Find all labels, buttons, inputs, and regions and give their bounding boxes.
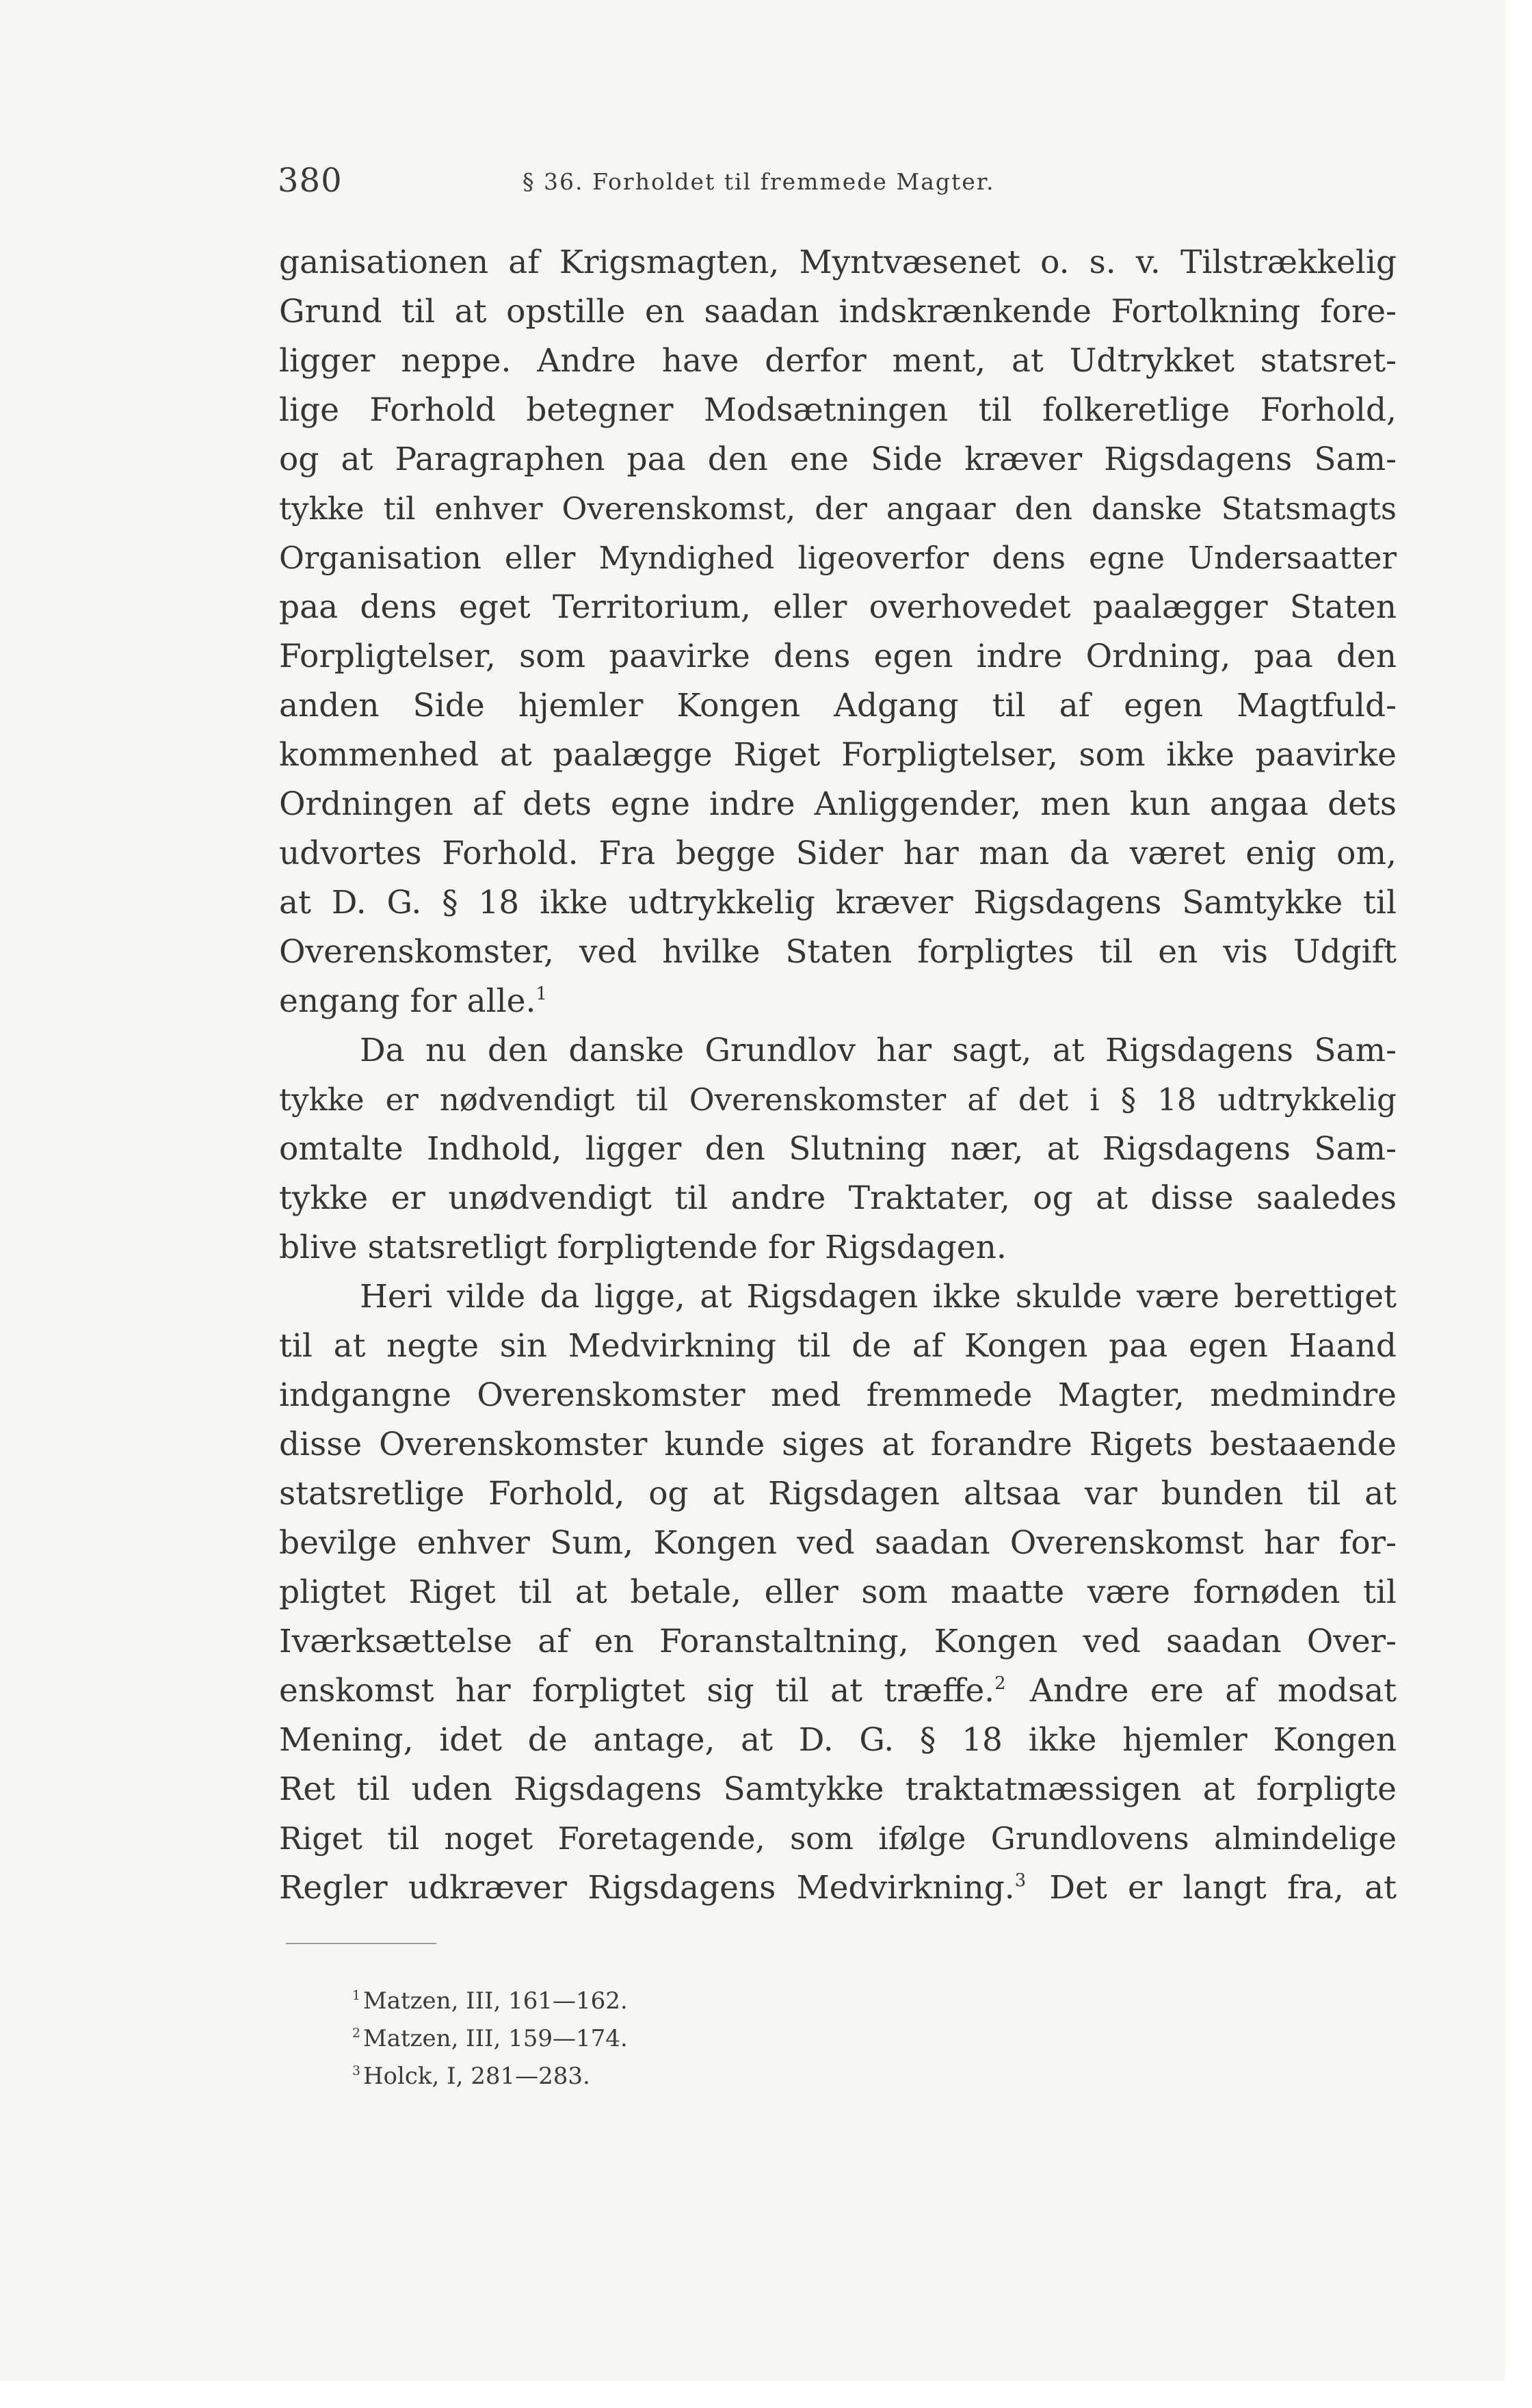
text-line bbox=[279, 977, 1397, 1026]
footnote bbox=[352, 2058, 628, 2095]
text-line: Riget til noget Foretagende, som ifølge Grundlovens almindelige bbox=[279, 1820, 1397, 1857]
footnote-ref: 3 bbox=[1014, 1870, 1027, 1891]
footnote bbox=[352, 1982, 628, 2020]
text-line: Ret til uden Rigsdagens Samtykke traktatmæssigen at forpligte bbox=[279, 1770, 1397, 1808]
text-line: tykke er nødvendigt til Overenskomster af det i § 18 udtrykkelig bbox=[279, 1082, 1397, 1118]
text-line: pligtet Riget til at betale, eller som maatte være fornøden til bbox=[279, 1573, 1397, 1611]
text-line: udvortes Forhold. Fra begge Sider har man da været enig om, bbox=[279, 835, 1397, 872]
text-line: ligger neppe. Andre have derfor ment, at Udtrykket statsret- bbox=[279, 342, 1397, 380]
paragraph-start-line: Da nu den danske Grundlov har sagt, at Rigsdagens Sam- bbox=[360, 1032, 1397, 1069]
text-line: disse Overenskomster kunde siges at forandre Rigets bestaaende bbox=[279, 1426, 1397, 1463]
line-text: Andre ere af modsat bbox=[1029, 1672, 1397, 1710]
text-line: Forpligtelser, som paavirke dens egen indre Ordning, paa den bbox=[279, 638, 1397, 675]
footnote-mark: 2 bbox=[352, 2026, 360, 2041]
footnote-ref: 2 bbox=[994, 1673, 1006, 1694]
footnotes bbox=[352, 1982, 628, 2095]
text-line: Grund til at opstille en saadan indskrænkende Fortolkning fore- bbox=[279, 293, 1397, 330]
line-text: Regler udkræver Rigsdagens Medvirkning. bbox=[279, 1869, 1015, 1907]
page-number: 380 bbox=[278, 161, 343, 200]
text-line: Overenskomster, ved hvilke Staten forpligtes til en vis Udgift bbox=[279, 933, 1397, 971]
footnote-text: Matzen, III, 161—162. bbox=[362, 1987, 628, 2015]
footnote bbox=[352, 2020, 628, 2058]
text-line: tykke er unødvendigt til andre Traktater, og at disse saaledes bbox=[279, 1179, 1397, 1217]
footnote-divider bbox=[286, 1943, 436, 1944]
text-line: Mening, idet de antage, at D. G. § 18 ikke hjemler Kongen bbox=[279, 1721, 1397, 1759]
text-line: lige Forhold betegner Modsætningen til folkeretlige Forhold, bbox=[279, 391, 1397, 429]
footnote-ref: 1 bbox=[536, 983, 547, 1004]
text-line: Iværksættelse af en Foranstaltning, Kongen ved saadan Over- bbox=[279, 1623, 1397, 1660]
paragraph-start-line: Heri vilde da ligge, at Rigsdagen ikke skulde være berettiget bbox=[360, 1278, 1397, 1316]
text-line bbox=[279, 1666, 1397, 1716]
footnote-text: Holck, I, 281—283. bbox=[362, 2063, 590, 2090]
text-line: indgangne Overenskomster med fremmede Magter, medmindre bbox=[279, 1376, 1397, 1414]
text-line: anden Side hjemler Kongen Adgang til af egen Magtfuld- bbox=[279, 687, 1397, 724]
text-line: og at Paragraphen paa den ene Side kræver Rigsdagens Sam- bbox=[279, 441, 1397, 478]
footnote-text: Matzen, III, 159—174. bbox=[362, 2025, 628, 2052]
text-line: statsretlige Forhold, og at Rigsdagen altsaa var bunden til at bbox=[279, 1475, 1397, 1513]
scan-border-right bbox=[1505, 0, 1532, 2408]
footnote-mark: 1 bbox=[352, 1988, 360, 2003]
text-line: ganisationen af Krigsmagten, Myntvæsenet o. s. v. Tilstrækkelig bbox=[279, 244, 1397, 281]
text-line: bevilge enhver Sum, Kongen ved saadan Overenskomst har for- bbox=[279, 1524, 1397, 1562]
text-line: blive statsretligt forpligtende for Rigsdagen. bbox=[279, 1229, 1007, 1266]
line-text: Det er langt fra, at bbox=[1049, 1869, 1397, 1907]
body-text bbox=[279, 238, 1397, 1913]
text-line: tykke til enhver Overenskomst, der angaar den danske Statsmagts bbox=[279, 490, 1397, 527]
text-line: til at negte sin Medvirkning til de af Kongen paa egen Haand bbox=[279, 1327, 1397, 1365]
text-line: paa dens eget Territorium, eller overhovedet paalægger Staten bbox=[279, 588, 1397, 626]
text-line: Organisation eller Myndighed ligeoverfor dens egne Undersaatter bbox=[279, 540, 1397, 576]
text-line: omtalte Indhold, ligger den Slutning nær, at Rigsdagens Sam- bbox=[279, 1130, 1397, 1168]
text-line bbox=[279, 1863, 1397, 1913]
text-line: Ordningen af dets egne indre Anliggender, men kun angaa dets bbox=[279, 785, 1397, 823]
running-head: § 36. Forholdet til fremmede Magter. bbox=[523, 168, 995, 195]
text-line: at D. G. § 18 ikke udtrykkelig kræver Rigsdagens Samtykke til bbox=[279, 884, 1397, 921]
page-header bbox=[278, 161, 1397, 202]
scan-border-bottom bbox=[0, 2381, 1532, 2408]
line-text: engang for alle. bbox=[279, 982, 536, 1020]
footnote-mark: 3 bbox=[352, 2063, 360, 2078]
text-line: kommenhed at paalægge Riget Forpligtelser, som ikke paavirke bbox=[279, 736, 1397, 774]
line-text: enskomst har forpligtet sig til at træffe. bbox=[279, 1672, 995, 1710]
